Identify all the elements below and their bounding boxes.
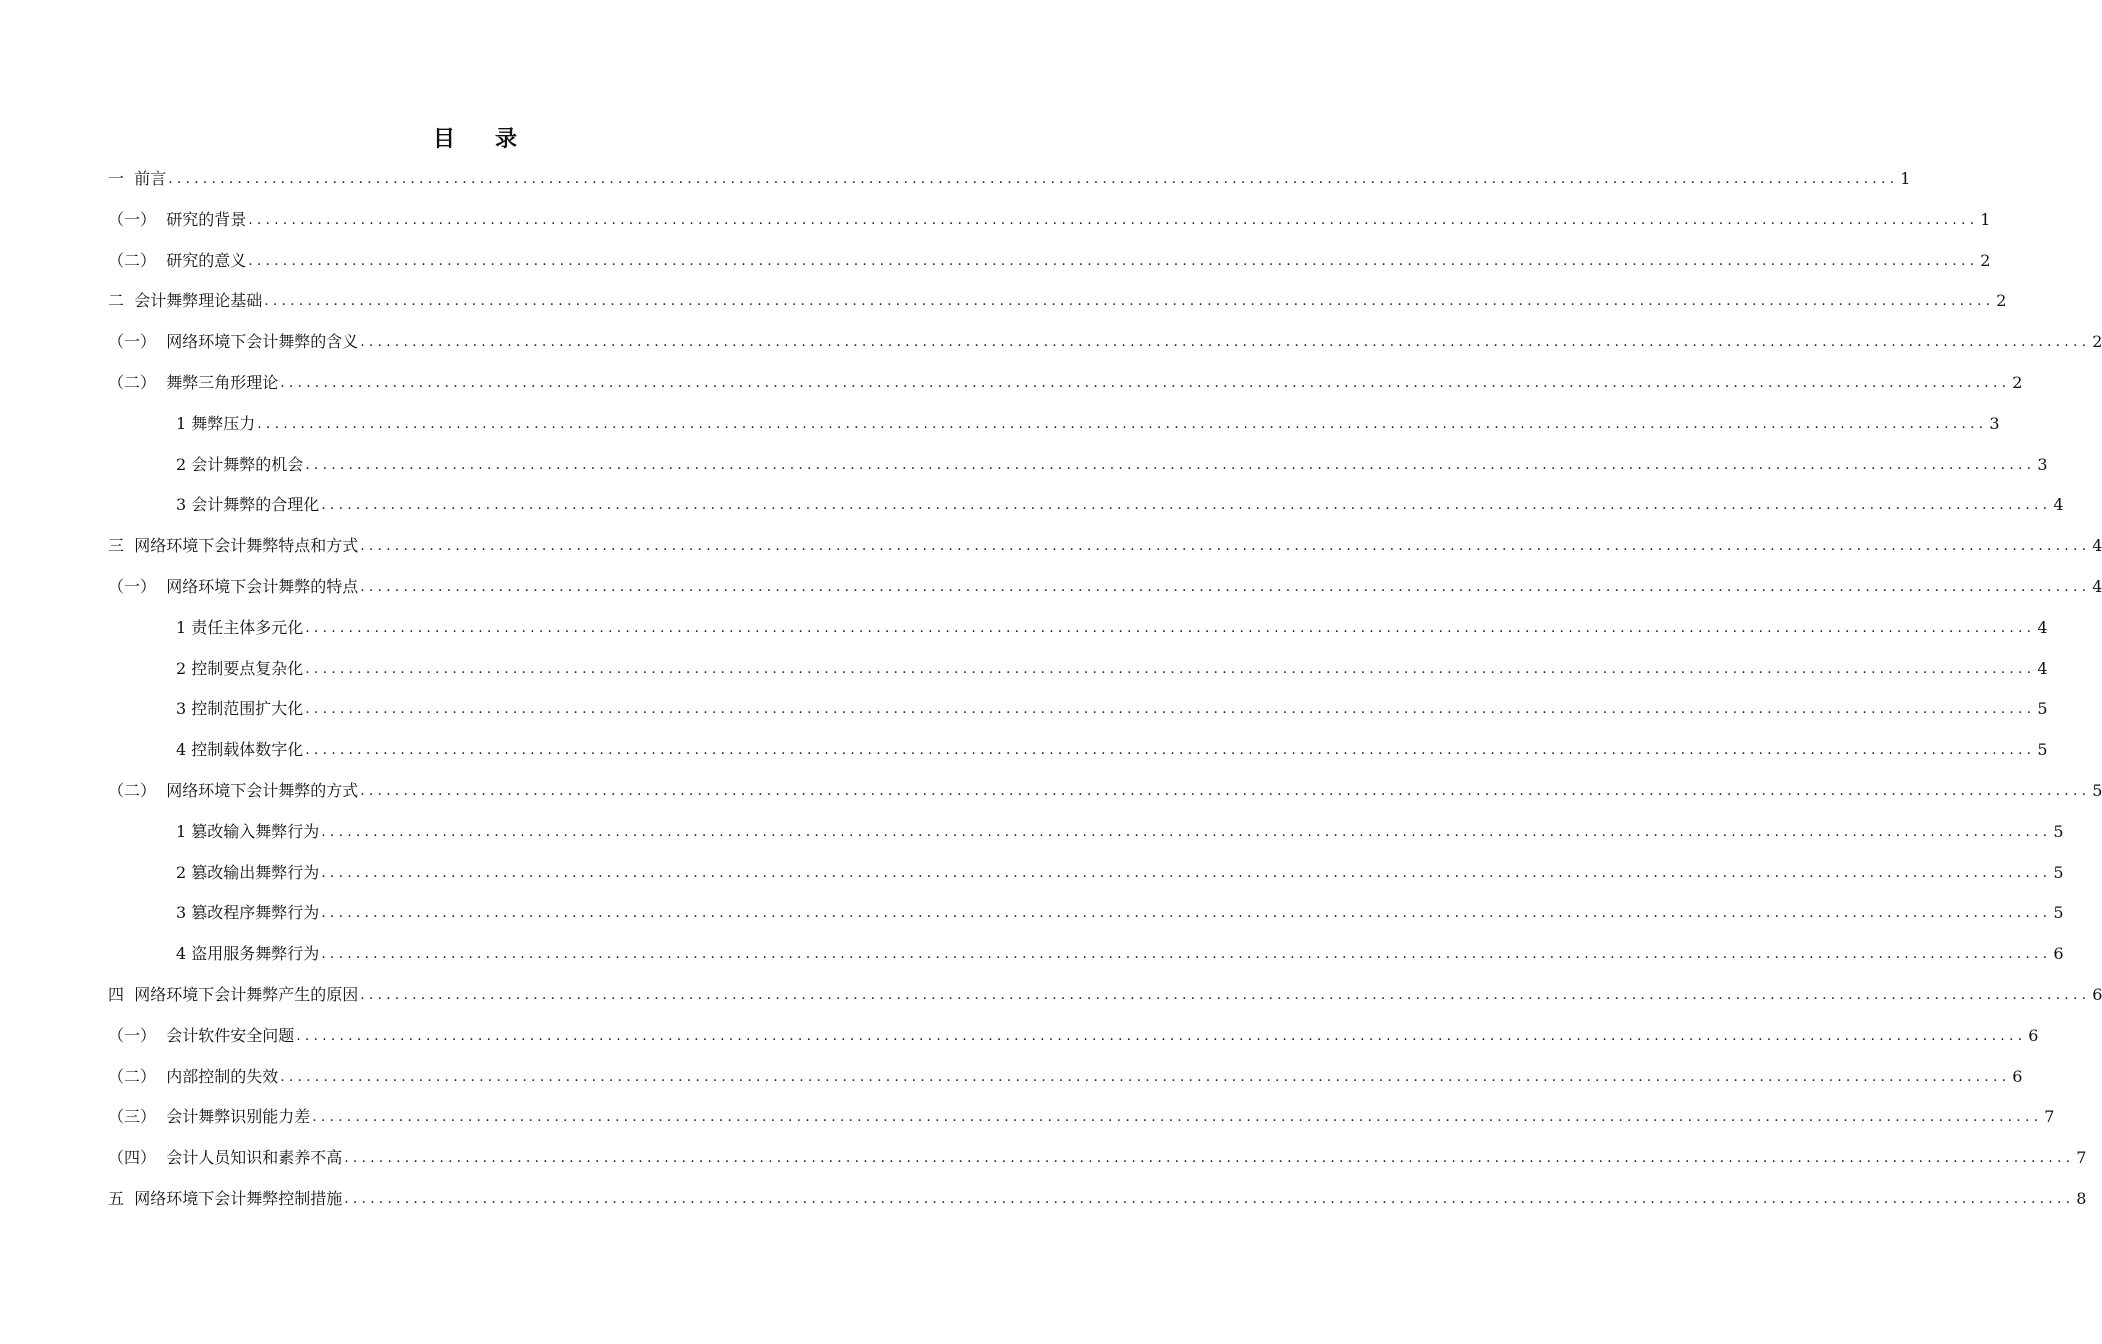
toc-entry-number: （二） xyxy=(108,373,167,392)
toc-entry-number: 三 xyxy=(108,536,135,556)
toc-entry[interactable] xyxy=(108,533,2102,557)
toc-entry[interactable] xyxy=(176,411,2000,435)
toc-entry-number: 3 xyxy=(176,903,192,923)
toc-entry[interactable] xyxy=(176,656,2048,680)
toc-leader-dots: ........................................................................................................................................................................................................ xyxy=(312,1109,2043,1126)
toc-entry-title: 内部控制的失效 xyxy=(166,1066,279,1086)
toc-title-char-2: 录 xyxy=(495,126,518,152)
toc-entry[interactable] xyxy=(176,737,2048,761)
toc-entry-page-number: 6 xyxy=(2012,1066,2023,1086)
toc-entry-page-number: 7 xyxy=(2044,1107,2055,1127)
toc-leader-dots: ........................................................................................................................................................................................................ xyxy=(305,619,2036,636)
toc-entry-page-number: 5 xyxy=(2037,699,2048,719)
toc-leader-dots: ........................................................................................................................................................................................................ xyxy=(360,334,2091,351)
toc-leader-dots: ........................................................................................................................................................................................................ xyxy=(344,1191,2075,1207)
toc-entry-number: 2 xyxy=(176,658,192,678)
toc-entry-title: 篡改输入舞弊行为 xyxy=(191,821,320,841)
toc-entry-title: 舞弊压力 xyxy=(191,413,256,433)
toc-entry[interactable] xyxy=(176,615,2048,639)
toc-entry-title: 网络环境下会计舞弊产生的原因 xyxy=(134,985,359,1004)
toc-entry-page-number: 8 xyxy=(2076,1189,2087,1208)
toc-entry[interactable] xyxy=(176,696,2048,720)
toc-entry-number: 五 xyxy=(108,1189,135,1208)
toc-entry[interactable] xyxy=(108,248,1991,272)
toc-entry[interactable] xyxy=(176,452,2048,476)
toc-entry-number: （四） xyxy=(108,1148,167,1168)
toc-entry-page-number: 6 xyxy=(2053,944,2064,964)
toc-entry-title: 会计人员知识和素养不高 xyxy=(166,1148,343,1168)
toc-entry-number: 二 xyxy=(108,291,135,311)
toc-leader-dots: ........................................................................................................................................................................................................ xyxy=(321,497,2052,514)
toc-entry-number: （一） xyxy=(108,1025,167,1045)
toc-entry[interactable] xyxy=(108,1104,2055,1128)
toc-entry[interactable] xyxy=(108,1023,2039,1047)
toc-entry-page-number: 2 xyxy=(1980,250,1991,270)
toc-entry-page-number: 4 xyxy=(2092,577,2102,596)
toc-leader-dots: ........................................................................................................................................................................................................ xyxy=(360,987,2091,1003)
toc-entry-number: 3 xyxy=(176,699,192,719)
toc-entry[interactable] xyxy=(108,166,1911,190)
toc-entry-title: 控制要点复杂化 xyxy=(191,658,304,678)
toc-entry[interactable] xyxy=(176,819,2064,843)
toc-entry-page-number: 6 xyxy=(2028,1025,2039,1045)
toc-entry[interactable] xyxy=(108,1186,2087,1210)
toc-leader-dots: ........................................................................................................................................................................................................ xyxy=(248,211,1979,228)
toc-entry-number: （二） xyxy=(108,1066,167,1086)
toc-entry[interactable] xyxy=(176,900,2064,924)
toc-entry-number: （二） xyxy=(108,781,167,800)
toc-entry-title: 盗用服务舞弊行为 xyxy=(191,944,320,964)
toc-entry-page-number: 5 xyxy=(2037,740,2048,760)
toc-entry[interactable] xyxy=(108,370,2023,394)
toc-entry-page-number: 5 xyxy=(2092,781,2102,800)
toc-entry-page-number: 7 xyxy=(2076,1148,2087,1168)
toc-entry-title: 会计舞弊的合理化 xyxy=(191,495,320,515)
toc-entry-page-number: 5 xyxy=(2053,903,2064,923)
toc-entry-title: 网络环境下会计舞弊的特点 xyxy=(166,577,359,596)
toc-title-char-1: 目 xyxy=(432,126,455,152)
toc-leader-dots: ........................................................................................................................................................................................................ xyxy=(296,1027,2027,1044)
toc-entry-title: 研究的意义 xyxy=(166,250,247,270)
toc-leader-dots: ........................................................................................................................................................................................................ xyxy=(257,415,1988,432)
toc-entry-number: 3 xyxy=(176,495,192,515)
toc-entry-title: 篡改程序舞弊行为 xyxy=(191,903,320,923)
toc-entry-title: 研究的背景 xyxy=(166,209,247,229)
toc-leader-dots: ........................................................................................................................................................................................................ xyxy=(280,375,2011,391)
toc-leader-dots: ........................................................................................................................................................................................................ xyxy=(321,905,2052,922)
toc-leader-dots: ........................................................................................................................................................................................................ xyxy=(321,864,2052,881)
toc-leader-dots: ........................................................................................................................................................................................................ xyxy=(360,783,2091,799)
toc-entry-page-number: 3 xyxy=(1989,413,2000,433)
toc-entry[interactable] xyxy=(108,574,2102,598)
toc-entry-title: 网络环境下会计舞弊的方式 xyxy=(166,781,359,800)
toc-leader-dots: ........................................................................................................................................................................................................ xyxy=(305,456,2036,473)
toc-entry[interactable] xyxy=(108,1064,2023,1088)
toc-entry-number: 1 xyxy=(176,821,192,841)
toc-entry-page-number: 1 xyxy=(1900,169,1911,188)
toc-leader-dots: ........................................................................................................................................................................................................ xyxy=(344,1150,2075,1167)
toc-leader-dots: ........................................................................................................................................................................................................ xyxy=(168,171,1899,187)
toc-leader-dots: ........................................................................................................................................................................................................ xyxy=(280,1068,2011,1085)
toc-entry-title: 责任主体多元化 xyxy=(191,617,304,637)
toc-entry-number: 4 xyxy=(176,944,192,964)
toc-title xyxy=(0,122,950,153)
toc-entry-page-number: 1 xyxy=(1980,209,1991,229)
toc-entry-number: 2 xyxy=(176,454,192,474)
toc-entry-title: 网络环境下会计舞弊的含义 xyxy=(166,332,359,352)
toc-entry[interactable] xyxy=(176,941,2064,965)
toc-entry[interactable] xyxy=(108,207,1991,231)
toc-entry-title: 网络环境下会计舞弊控制措施 xyxy=(134,1189,343,1208)
toc-entry-number: 四 xyxy=(108,985,135,1004)
toc-entry-title: 网络环境下会计舞弊特点和方式 xyxy=(134,536,359,556)
toc-entry-number: （一） xyxy=(108,332,167,352)
toc-entry-number: （一） xyxy=(108,577,167,596)
toc-entry-title: 会计舞弊理论基础 xyxy=(134,291,263,311)
toc-entry-page-number: 5 xyxy=(2053,862,2064,882)
toc-entry-title: 会计舞弊识别能力差 xyxy=(166,1107,311,1127)
toc-entry-number: 1 xyxy=(176,413,192,433)
toc-leader-dots: ........................................................................................................................................................................................................ xyxy=(305,701,2036,718)
toc-entry-number: （一） xyxy=(108,209,167,229)
toc-leader-dots: ........................................................................................................................................................................................................ xyxy=(321,946,2052,963)
toc-entry-page-number: 5 xyxy=(2053,821,2064,841)
toc-entry-title: 前言 xyxy=(134,169,167,188)
toc-entry[interactable] xyxy=(108,1145,2087,1169)
toc-leader-dots: ........................................................................................................................................................................................................ xyxy=(248,252,1979,269)
toc-entry-number: 一 xyxy=(108,169,135,188)
toc-entry-page-number: 4 xyxy=(2037,617,2048,637)
toc-entry-page-number: 2 xyxy=(2092,332,2102,352)
toc-leader-dots: ........................................................................................................................................................................................................ xyxy=(305,742,2036,759)
toc-entry-page-number: 4 xyxy=(2053,495,2064,515)
toc-entry-page-number: 2 xyxy=(2012,373,2023,392)
toc-entry[interactable] xyxy=(108,329,2102,353)
toc-entry[interactable] xyxy=(176,492,2064,516)
toc-entry-page-number: 2 xyxy=(1996,291,2007,311)
toc-leader-dots: ........................................................................................................................................................................................................ xyxy=(305,660,2036,677)
toc-entry-page-number: 6 xyxy=(2092,985,2102,1004)
toc-entry-title: 会计舞弊的机会 xyxy=(191,454,304,474)
toc-entry[interactable] xyxy=(108,288,2007,312)
toc-leader-dots: ........................................................................................................................................................................................................ xyxy=(264,293,1995,310)
toc-leader-dots: ........................................................................................................................................................................................................ xyxy=(360,538,2091,555)
toc-entry[interactable] xyxy=(108,778,2102,802)
toc-entry[interactable] xyxy=(176,860,2064,884)
toc-entry-title: 舞弊三角形理论 xyxy=(166,373,279,392)
toc-entry-title: 控制范围扩大化 xyxy=(191,699,304,719)
toc-entry-number: 4 xyxy=(176,740,192,760)
toc-entry-title: 会计软件安全问题 xyxy=(166,1025,295,1045)
toc-entry-number: （二） xyxy=(108,250,167,270)
toc-entry-page-number: 4 xyxy=(2092,536,2102,556)
toc-entry-title: 篡改输出舞弊行为 xyxy=(191,862,320,882)
toc-entry[interactable] xyxy=(108,982,2102,1006)
toc-entry-number: （三） xyxy=(108,1107,167,1127)
toc-entry-number: 1 xyxy=(176,617,192,637)
toc-entry-title: 控制载体数字化 xyxy=(191,740,304,760)
toc-entry-number: 2 xyxy=(176,862,192,882)
toc-entry-page-number: 4 xyxy=(2037,658,2048,678)
toc-leader-dots: ........................................................................................................................................................................................................ xyxy=(360,579,2091,595)
toc-entry-page-number: 3 xyxy=(2037,454,2048,474)
toc-leader-dots: ........................................................................................................................................................................................................ xyxy=(321,823,2052,840)
